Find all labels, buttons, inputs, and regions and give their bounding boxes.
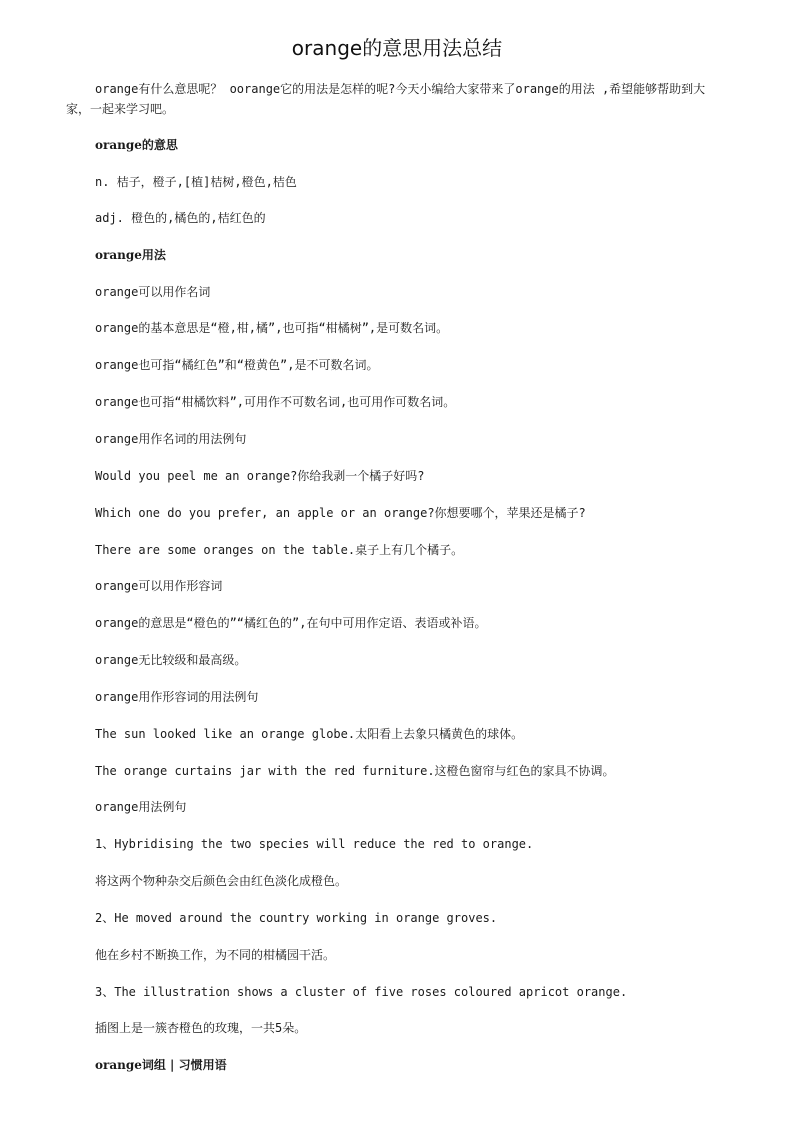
example-sentence: 1、Hybridising the two species will reduce the red to orange. [95, 837, 534, 851]
example-sentence: 2、He moved around the country working in orange groves. [95, 911, 498, 925]
example-sentence: There are some oranges on the table.桌子上有几个橘子。 [95, 543, 464, 557]
definition-noun: n. 桔子，橙子,[植]桔树,橙色,桔色 [95, 175, 297, 189]
section-heading-usage: orange用法 [95, 248, 166, 262]
example-sentence: The orange curtains jar with the red furniture.这橙色窗帘与红色的家具不协调。 [95, 764, 615, 778]
example-sentence: The sun looked like an orange globe.太阳看上去象只橘黄色的球体。 [95, 727, 524, 741]
section-heading-meaning: orange的意思 [95, 138, 178, 152]
example-sentence: Which one do you prefer, an apple or an orange?你想要哪个，苹果还是橘子? [95, 506, 586, 520]
subheading: orange用作名词的用法例句 [95, 432, 247, 446]
usage-text: orange可以用作名词 [95, 285, 211, 299]
intro-paragraph: orange有什么意思呢？ oorange它的用法是怎样的呢?今天小编给大家带来了orange的用法 ,希望能够帮助到大家，一起来学习吧。 [66, 82, 706, 116]
example-sentence: 3、The illustration shows a cluster of five roses coloured apricot orange. [95, 985, 628, 999]
page-title: orange的意思用法总结 [291, 36, 503, 60]
example-translation: 插图上是一簇杏橙色的玫瑰，一共5朵。 [95, 1021, 307, 1035]
usage-text: orange的基本意思是“橙,柑,橘”,也可指“柑橘树”,是可数名词。 [95, 321, 449, 335]
definition-adjective: adj. 橙色的,橘色的,桔红色的 [95, 211, 266, 225]
usage-text: orange无比较级和最高级。 [95, 653, 247, 667]
usage-text: orange也可指“橘红色”和“橙黄色”,是不可数名词。 [95, 358, 379, 372]
usage-text: orange也可指“柑橘饮料”,可用作不可数名词,也可用作可数名词。 [95, 395, 456, 409]
example-translation: 将这两个物种杂交后颜色会由红色淡化成橙色。 [95, 874, 348, 888]
usage-text: orange的意思是“橙色的”“橘红色的”,在句中可用作定语、表语或补语。 [95, 616, 487, 630]
example-sentence: Would you peel me an orange?你给我剥一个橘子好吗? [95, 469, 425, 483]
subheading: orange用法例句 [95, 800, 187, 814]
subheading: orange用作形容词的用法例句 [95, 690, 259, 704]
example-translation: 他在乡村不断换工作，为不同的柑橘园干活。 [95, 948, 336, 962]
usage-text: orange可以用作形容词 [95, 579, 223, 593]
section-heading-phrases: orange词组 | 习惯用语 [95, 1058, 227, 1072]
